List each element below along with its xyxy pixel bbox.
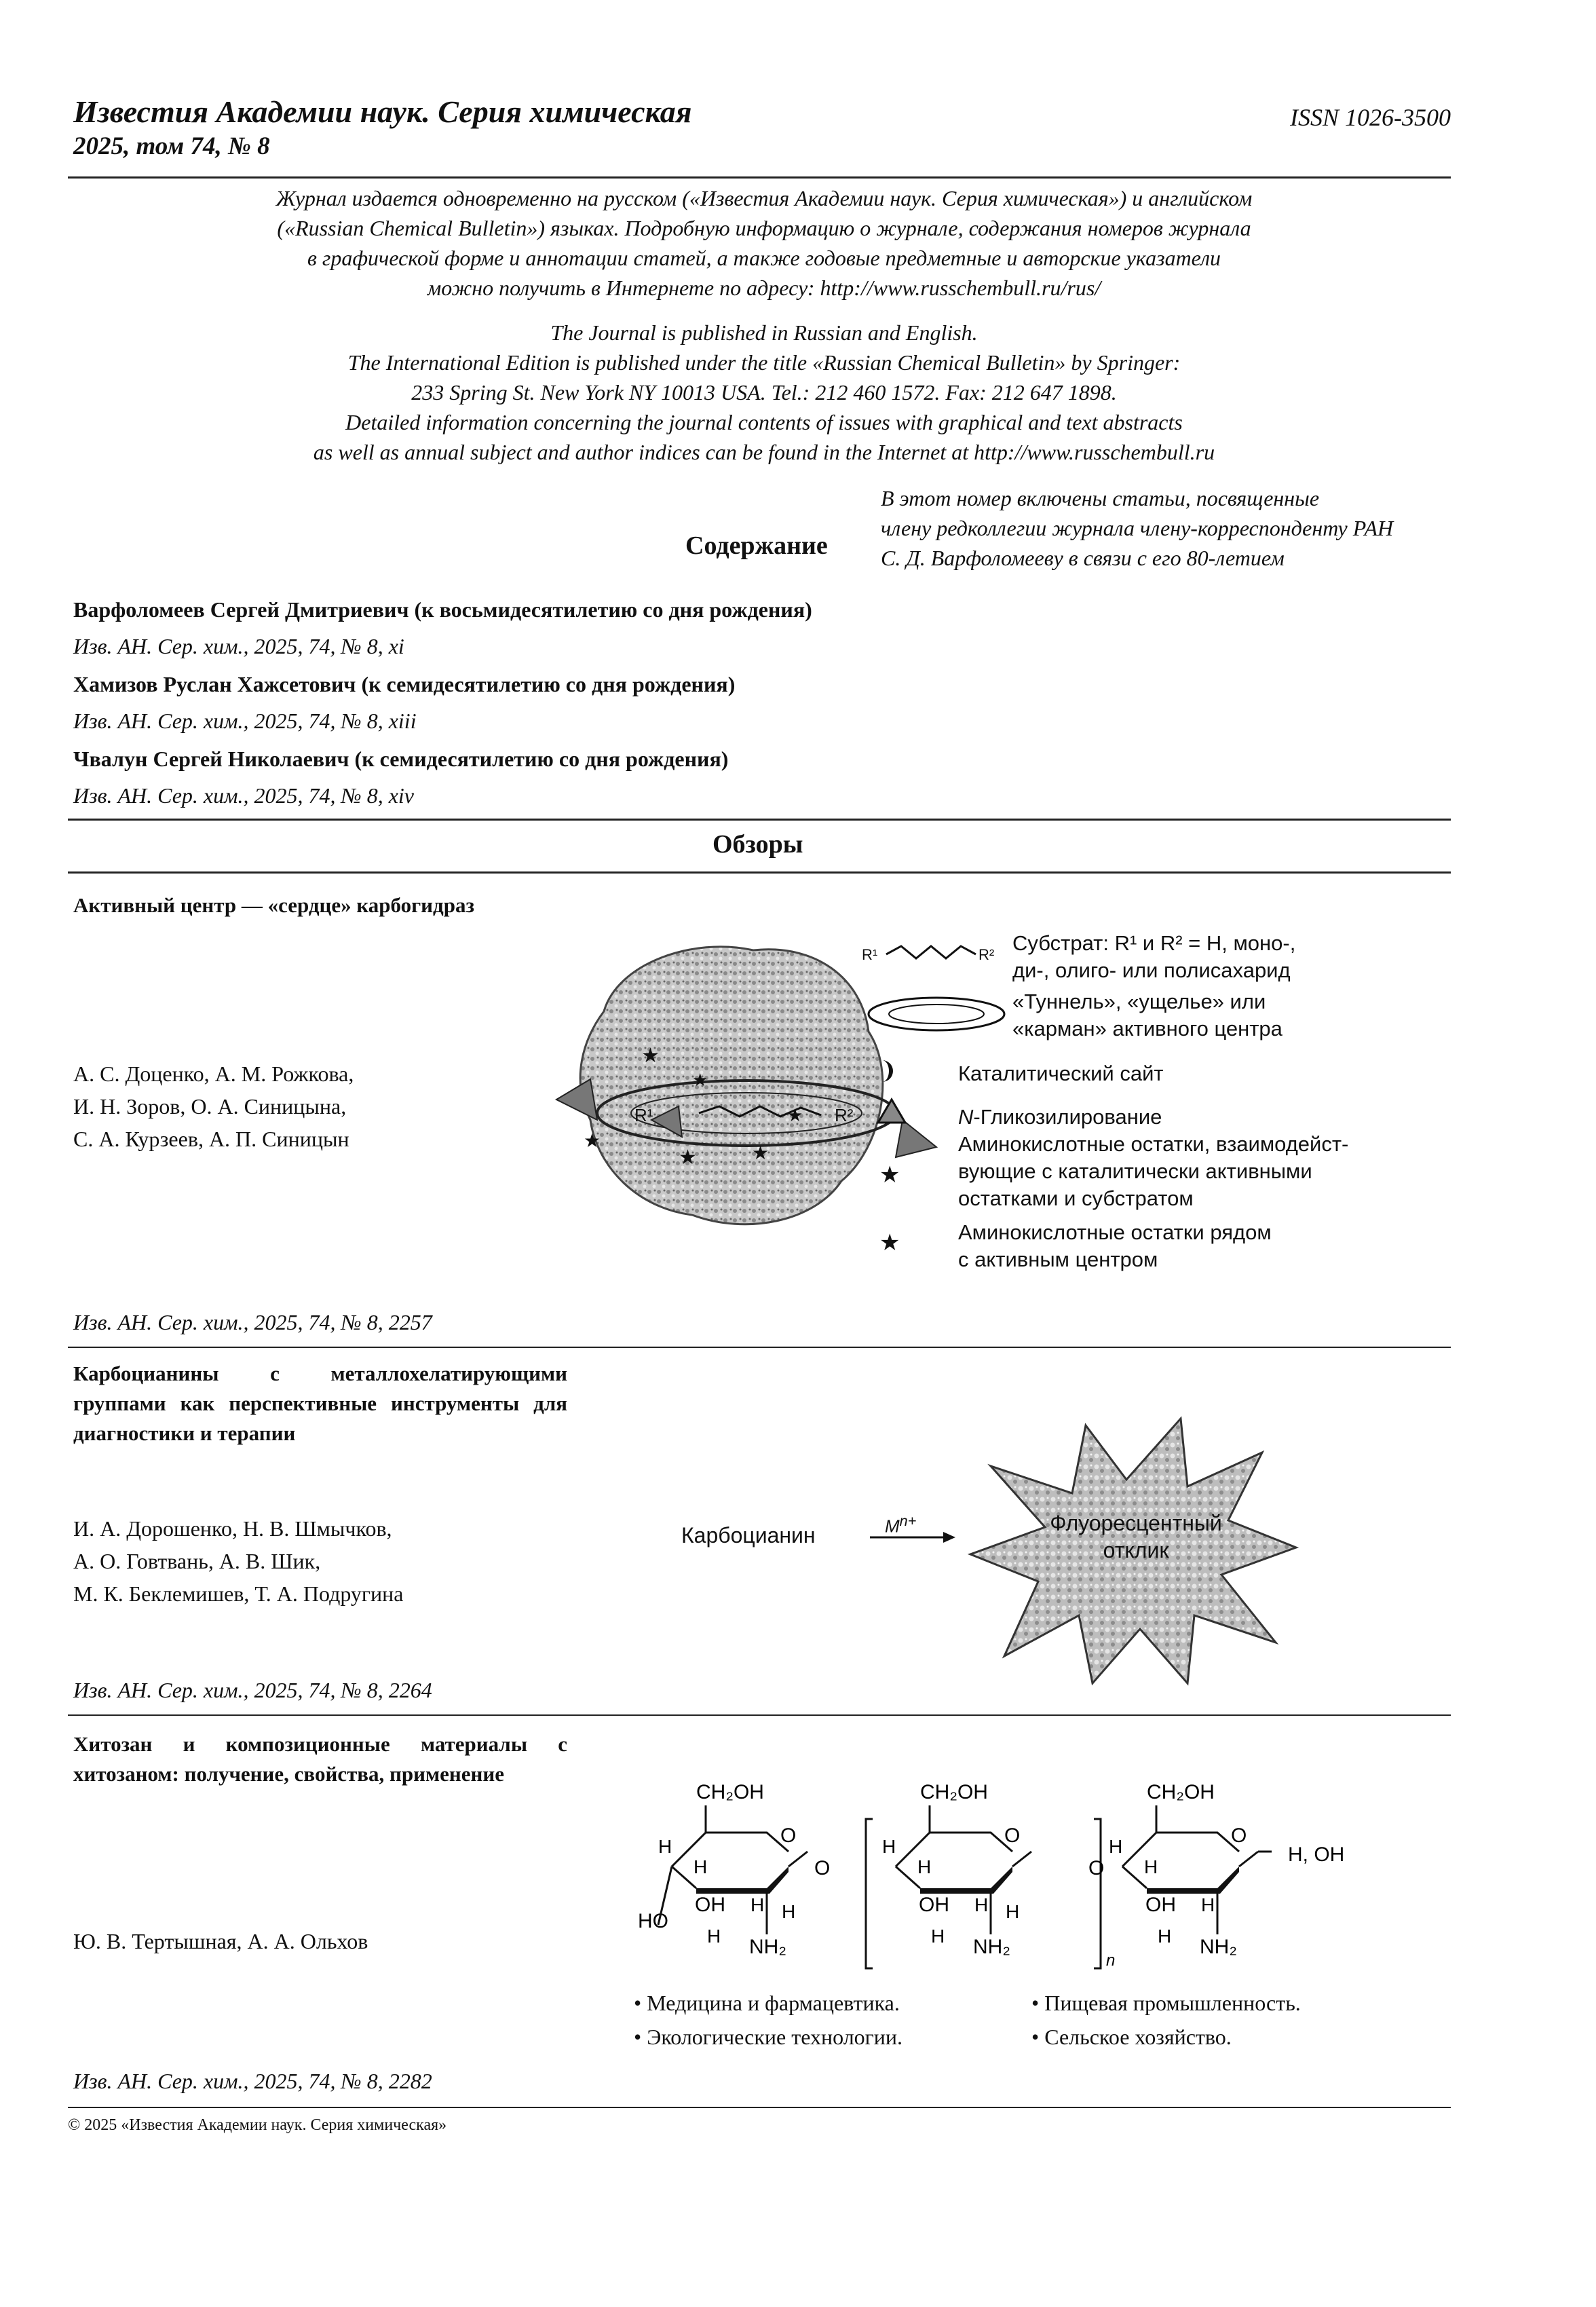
article-ref: Изв. АН. Сер. хим., 2025, 74, № 8, 2257	[73, 1310, 432, 1334]
chitosan-structure	[631, 1765, 1405, 1982]
anniversary-ref: Изв. АН. Сер. хим., 2025, 74, № 8, xiii	[73, 709, 417, 733]
issn: ISSN 1026-3500	[1290, 104, 1451, 131]
journal-title: Известия Академии наук. Серия химическая	[73, 94, 692, 129]
anniversary-ref: Изв. АН. Сер. хим., 2025, 74, № 8, xiv	[73, 783, 414, 808]
article-authors: А. С. Доценко, А. М. Рожкова, И. Н. Зоров, О. А. Синицына, С. А. Курзеев, А. П. Синицын	[73, 1062, 354, 1151]
legend-residues-interacting: Аминокислотные остатки, взаимодейст- вующие с каталитически активными остатками и субстратом	[958, 1132, 1349, 1210]
star-icon: ★	[879, 1162, 900, 1188]
applications-right: • Пищевая промышленность. • Сельское хозяйство.	[1031, 1991, 1301, 2049]
svg-text:H: H	[707, 1926, 721, 1947]
svg-text:H: H	[917, 1856, 932, 1877]
article-title: Хитозан и композиционные материалы с хитозаном: получение, свойства, применение	[73, 1732, 567, 1786]
svg-text:H: H	[882, 1836, 896, 1857]
r2-label: R²	[978, 946, 995, 963]
catalytic-site-icon	[882, 1060, 893, 1082]
protein-surface-shape	[580, 947, 883, 1224]
legend-substrate: Субстрат: R¹ и R² = H, моно-, ди-, олиго- или полисахарид	[1012, 931, 1296, 982]
info-english: The Journal is published in Russian and English. The International Edition is published under the title «Russian Chemical Bulletin» by Springer: 233 Spring St. New York NY 10013 USA. Tel.: 212 460 1572. Fax: 212 647 1898. Detailed information concerning the journal contents of issues with graphical and text abstracts as well as annual subject and author indices can be found in the Internet at http://www.russchembull.ru	[313, 320, 1215, 464]
svg-text:O: O	[1088, 1857, 1105, 1879]
reaction-arrow-icon	[869, 1527, 957, 1548]
svg-text:OH: OH	[919, 1894, 949, 1916]
glucosamine-ring	[882, 1781, 1031, 1958]
svg-text:OH: OH	[1145, 1894, 1176, 1916]
svg-text:H: H	[931, 1926, 945, 1947]
star-icon: ★	[752, 1142, 770, 1163]
bracket-left	[866, 1819, 873, 1968]
svg-text:H: H	[694, 1856, 708, 1877]
article-rule	[68, 1347, 1451, 1348]
svg-text:H: H	[1201, 1894, 1215, 1915]
contents-heading: Содержание	[685, 531, 828, 560]
article-authors: Ю. В. Тертышная, А. А. Ольхов	[73, 1929, 368, 1953]
svg-text:H: H	[1006, 1901, 1020, 1922]
svg-text:H: H	[782, 1901, 796, 1922]
article-ref: Изв. АН. Сер. хим., 2025, 74, № 8, 2264	[73, 1678, 432, 1702]
legend-catalytic: Каталитический сайт	[958, 1062, 1164, 1085]
svg-text:H: H	[658, 1836, 672, 1857]
anniversary-name: Варфоломеев Сергей Дмитриевич (к восьмидесятилетию со дня рождения)	[73, 597, 812, 622]
svg-text:NH₂: NH₂	[1200, 1936, 1237, 1958]
issue-info: 2025, том 74, № 8	[73, 132, 270, 160]
anniversary-ref: Изв. АН. Сер. хим., 2025, 74, № 8, xi	[73, 634, 404, 658]
r1-label: R¹	[634, 1105, 653, 1125]
article-title: Карбоцианины с металлохелатирующими группами как перспективные инструменты для диагностики и терапии	[73, 1362, 567, 1445]
svg-text:n: n	[1106, 1951, 1116, 1970]
svg-text:CH₂OH: CH₂OH	[920, 1781, 988, 1803]
article-title: Активный центр — «сердце» карбогидраз	[73, 893, 474, 917]
svg-text:NH₂: NH₂	[749, 1936, 786, 1958]
star-icon: ★	[787, 1105, 803, 1125]
svg-text:O: O	[1231, 1824, 1247, 1847]
svg-text:HO: HO	[638, 1910, 668, 1932]
glucosamine-ring	[1109, 1781, 1258, 1958]
r2-label: R²	[835, 1105, 854, 1125]
star-icon: ★	[879, 1230, 900, 1256]
reactant-label: Карбоцианин	[681, 1523, 816, 1548]
copyright-footer: © 2025 «Известия Академии наук. Серия химическая»	[68, 2116, 447, 2134]
legend-glycosylation: N-Гликозилирование	[958, 1105, 1162, 1129]
reagent-label: $M^{n+}$	[885, 1512, 917, 1537]
svg-text:H: H	[1158, 1926, 1172, 1947]
info-russian: Журнал издается одновременно на русском («Известия Академии наук. Серия химическая») и английском («Russian Chemical Bulletin») языках. Подробную информацию о журнале, содержания номеров журнала в графической форме и аннотации статей, а также годовые предметные и авторские указатели можно получить в Интернете по адресу: http://www.russchembull.ru/rus/	[276, 186, 1253, 300]
section-rule-bottom	[68, 871, 1451, 874]
star-icon: ★	[692, 1070, 708, 1090]
footer-rule	[68, 2107, 1451, 2108]
header-rule	[68, 176, 1451, 179]
glycosylation-icon	[878, 1100, 905, 1123]
svg-text:H: H	[1144, 1856, 1158, 1877]
anniversary-name: Чвалун Сергей Николаевич (к семидесятилетию со дня рождения)	[73, 747, 729, 771]
svg-text:OH: OH	[695, 1894, 725, 1916]
svg-text:H: H	[1109, 1836, 1123, 1857]
star-icon: ★	[641, 1045, 660, 1067]
svg-text:CH₂OH: CH₂OH	[1147, 1781, 1215, 1803]
legend-residues-near: Аминокислотные остатки рядом с активным центром	[958, 1220, 1272, 1271]
substrate-chain-icon	[886, 946, 976, 958]
svg-text:O: O	[780, 1824, 797, 1847]
section-heading: Обзоры	[712, 830, 803, 859]
bracket-right	[1094, 1819, 1101, 1968]
product-label: Флуоресцентный отклик	[1050, 1511, 1222, 1562]
glucosamine-ring	[638, 1781, 808, 1958]
legend-tunnel: «Туннель», «ущелье» или «карман» активного центра	[1012, 990, 1282, 1040]
article-rule	[68, 1714, 1451, 1716]
anniversary-name: Хамизов Руслан Хажсетович (к семидесятилетию со дня рождения)	[73, 672, 736, 696]
svg-text:O: O	[814, 1857, 831, 1879]
svg-text:CH₂OH: CH₂OH	[696, 1781, 764, 1803]
glycosylation-triangle-icon	[556, 1079, 597, 1120]
section-rule-top	[68, 819, 1451, 821]
applications-left: • Медицина и фармацевтика. • Экологические технологии.	[634, 1991, 903, 2049]
dedication: В этот номер включены статьи, посвященные члену редколлегии журнала члену-корреспонденту РАН С. Д. Варфоломееву в связи с его 80-летием	[881, 486, 1394, 570]
article-authors: И. А. Дорошенко, Н. В. Шмычков, А. О. Говтвань, А. В. Шик, М. К. Беклемишев, Т. А. Подругина	[73, 1516, 404, 1606]
svg-text:O: O	[1004, 1824, 1021, 1847]
tunnel-inner-icon	[889, 1005, 984, 1024]
article-ref: Изв. АН. Сер. хим., 2025, 74, № 8, 2282	[73, 2069, 432, 2093]
star-icon: ★	[584, 1130, 601, 1151]
r1-label: R¹	[862, 946, 878, 963]
star-icon: ★	[679, 1146, 697, 1169]
svg-text:H: H	[750, 1894, 765, 1915]
svg-text:NH₂: NH₂	[973, 1936, 1010, 1958]
svg-text:H, OH: H, OH	[1288, 1843, 1345, 1866]
svg-text:H: H	[974, 1894, 989, 1915]
